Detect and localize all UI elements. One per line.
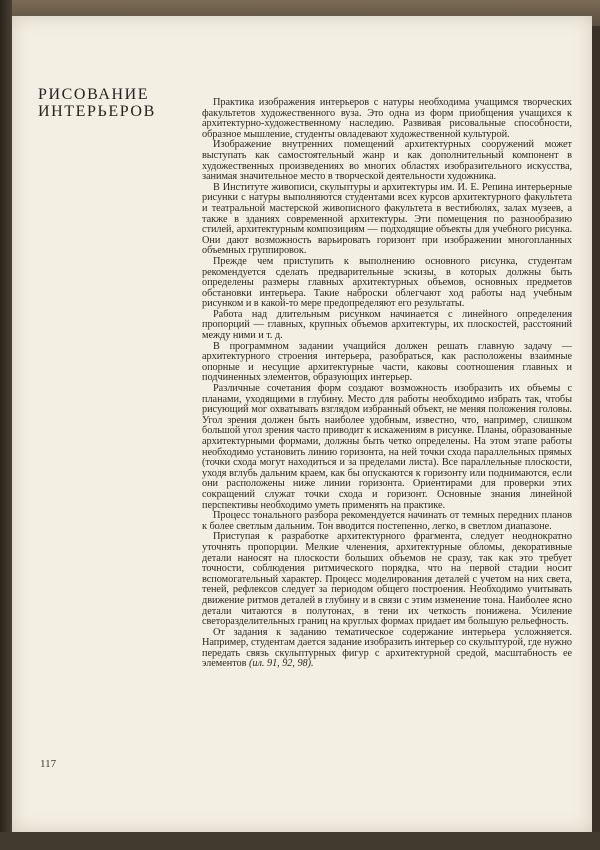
last-paragraph	[202, 628, 572, 670]
paragraph: В программном задании учащийся должен решать главную задачу — архитектурного строения интерьера, разобраться, как расположены взаимные опорные и несущие архитектурные части, каковы соотношения главных и подчиненных элементов, образующих интерьер.	[202, 340, 572, 384]
section-title-line-2: ИНТЕРЬЕРОВ	[38, 103, 156, 120]
paragraph: В Институте живописи, скульптуры и архитектуры им. И. Е. Репина интерьерные рисунки с натуры выполняются студентами всех курсов архитектурного факультета и театральной мастерской живописного факультета в вестибюлях, залах музеев, а также в зданиях современной архитектуры. Эти помещения по разнообразию стилей, архитектурным композициям — подходящие объекты для учебного рисунка. Они дают возможность варьировать горизонт при изображении многопланных объемных группировок.	[202, 181, 572, 257]
paragraph: Прежде чем приступить к выполнению основного рисунка, студентам рекомендуется сделать предварительные эскизы, в которых должны быть определены размеры главных архитектурных объемов, основных предметов обстановки интерьера. Такие наброски облегчают ход работы над учебным рисунком и в какой-то мере предопределяют его результаты.	[202, 255, 572, 310]
book-page	[12, 16, 592, 832]
paragraph: Практика изображения интерьеров с натуры необходима учащимся творческих факультетов художественного вуза. Это одна из форм приобщения учащихся к архитектурно-художественному наследию. Развивая рисовальные способности, образное мышление, студенты овладевают художественной культурой.	[202, 97, 572, 140]
page-number: 117	[40, 758, 57, 770]
paragraph: Изображение внутренних помещений архитектурных сооружений может выступать как самостоятельный жанр и как дополнительный компонент в художественных произведениях во многих областях изобразительного искусства, занимая значительное место в творческой деятельности художника.	[202, 139, 572, 183]
paragraph: Приступая к разработке архитектурного фрагмента, следует неоднократно уточнять пропорции. Мелкие членения, архитектурные обломы, декоративные детали наносят на плоскости больших объемов не сразу, так как это требует точности, соблюдения ритмического порядка, что на первой стадии носит вспомогательный характер. Процесс моделирования деталей с учетом на них света, теней, рефлексов следует за периодом общего построения. Необходимо учитывать движение ритмов деталей в глубину и в связи с этим изменение тона. Наиболее ясно детали читаются в полутонах, в тени их четкость понижена. Усиление светоразделительных границ на круглых формах придает им большую рельефность.	[202, 531, 572, 628]
paragraph: Различные сочетания форм создают возможность изобразить их объемы с планами, уходящими в глубину. Место для работы необходимо избрать так, чтобы рисующий мог охватывать взглядом избранный объект, не меняя положения головы. Угол зрения должен быть наиболее удобным, известно, что, например, слишком большой угол зрения часто приводит к искажениям в рисунке. Планы, образованные архитектурными формами, должны быть четко определены. На этом этапе работы необходимо установить линию горизонта, на ней точки схода параллельных прямых (точки схода могут находиться и за пределами листа). Все параллельные плоскости, уходя вглубь дальним краем, как бы опускаются к горизонту или поднимаются, если они расположены ниже линии горизонта. Ориентирами для проверки этих сокращений служат точки схода и горизонт. Основные знания линейной перспективы необходимо уметь применять на практике.	[202, 383, 572, 511]
section-title-line-1: РИСОВАНИЕ	[38, 86, 150, 103]
body-text	[202, 98, 572, 670]
scan-bottom-edge	[0, 832, 600, 850]
paragraph: Работа над длительным рисунком начинается с линейного определения пропорций — главных, крупных объемов архитектуры, их плоскостей, расстояний между ними и т. д.	[202, 308, 572, 342]
paragraph: Процесс тонального разбора рекомендуется начинать от темных передних планов к более светлым дальним. Тон вводится постепенно, легко, в светлом диапазоне.	[202, 510, 572, 532]
section-title	[38, 86, 188, 120]
figure-reference: (ил. 91, 92, 98).	[249, 658, 314, 670]
last-paragraph-text: От задания к заданию тематическое содержание интерьера усложняется. Например, студентам дается задание изобразить интерьер со скульптурой, где нужно передать связь скульптурных фигур с архитектурной средой, масштабность ее элементов	[202, 626, 572, 670]
scan-left-edge	[0, 0, 12, 850]
